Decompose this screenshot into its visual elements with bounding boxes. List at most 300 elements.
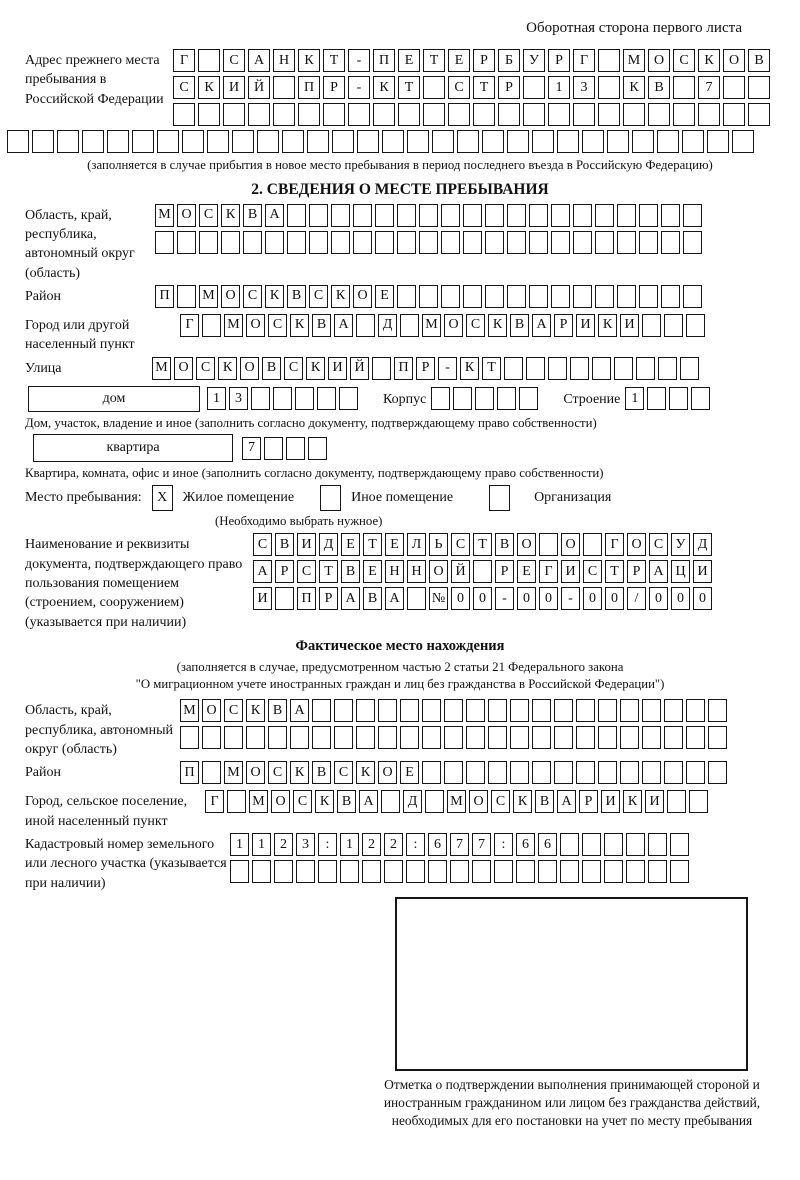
char-cell[interactable] xyxy=(498,103,520,126)
char-cell[interactable] xyxy=(682,130,704,153)
char-cell[interactable] xyxy=(332,130,354,153)
char-cell[interactable]: В xyxy=(262,357,281,380)
char-cell[interactable] xyxy=(485,285,504,308)
char-cell[interactable] xyxy=(548,357,567,380)
char-cell[interactable] xyxy=(407,130,429,153)
char-cell[interactable]: У xyxy=(671,533,690,556)
char-cell[interactable]: 6 xyxy=(516,833,535,856)
char-cell[interactable]: Т xyxy=(323,49,345,72)
char-cell[interactable] xyxy=(642,726,661,749)
char-cell[interactable] xyxy=(708,699,727,722)
char-cell[interactable] xyxy=(626,833,645,856)
char-cell[interactable]: И xyxy=(297,533,316,556)
oblast-row-1[interactable] xyxy=(155,204,705,227)
char-cell[interactable] xyxy=(381,790,400,813)
char-cell[interactable]: В xyxy=(312,761,331,784)
char-cell[interactable] xyxy=(264,437,283,460)
char-cell[interactable]: М xyxy=(224,761,243,784)
char-cell[interactable] xyxy=(670,833,689,856)
char-cell[interactable] xyxy=(620,699,639,722)
char-cell[interactable] xyxy=(473,103,495,126)
char-cell[interactable]: П xyxy=(297,587,316,610)
char-cell[interactable] xyxy=(488,726,507,749)
char-cell[interactable]: А xyxy=(532,314,551,337)
char-cell[interactable]: М xyxy=(155,204,174,227)
char-cell[interactable] xyxy=(598,76,620,99)
char-cell[interactable] xyxy=(457,130,479,153)
char-cell[interactable] xyxy=(557,130,579,153)
ulitsa-row[interactable] xyxy=(152,357,702,380)
char-cell[interactable]: Е xyxy=(400,761,419,784)
char-cell[interactable] xyxy=(686,699,705,722)
char-cell[interactable]: М xyxy=(224,314,243,337)
char-cell[interactable] xyxy=(323,103,345,126)
char-cell[interactable] xyxy=(670,860,689,883)
char-cell[interactable] xyxy=(356,726,375,749)
char-cell[interactable] xyxy=(598,726,617,749)
char-cell[interactable] xyxy=(309,231,328,254)
char-cell[interactable] xyxy=(309,204,328,227)
char-cell[interactable] xyxy=(661,231,680,254)
oblast2-row-1[interactable] xyxy=(180,699,730,722)
char-cell[interactable]: 1 xyxy=(548,76,570,99)
char-cell[interactable] xyxy=(251,387,270,410)
char-cell[interactable]: : xyxy=(494,833,513,856)
char-cell[interactable] xyxy=(504,357,523,380)
char-cell[interactable] xyxy=(626,860,645,883)
zhiloe-checkbox[interactable]: X xyxy=(152,485,173,511)
char-cell[interactable]: В xyxy=(363,587,382,610)
char-cell[interactable]: К xyxy=(513,790,532,813)
char-cell[interactable]: М xyxy=(249,790,268,813)
char-cell[interactable]: П xyxy=(155,285,174,308)
char-cell[interactable]: О xyxy=(221,285,240,308)
char-cell[interactable] xyxy=(177,231,196,254)
prev-address-row-1[interactable] xyxy=(173,49,773,72)
char-cell[interactable] xyxy=(317,387,336,410)
char-cell[interactable] xyxy=(667,790,686,813)
char-cell[interactable] xyxy=(554,699,573,722)
char-cell[interactable]: К xyxy=(698,49,720,72)
char-cell[interactable]: К xyxy=(623,76,645,99)
char-cell[interactable]: Р xyxy=(319,587,338,610)
char-cell[interactable]: А xyxy=(253,560,272,583)
char-cell[interactable] xyxy=(620,726,639,749)
char-cell[interactable] xyxy=(308,437,327,460)
char-cell[interactable] xyxy=(598,103,620,126)
char-cell[interactable]: В xyxy=(535,790,554,813)
char-cell[interactable]: С xyxy=(199,204,218,227)
char-cell[interactable] xyxy=(453,387,472,410)
char-cell[interactable]: И xyxy=(576,314,595,337)
char-cell[interactable]: Р xyxy=(323,76,345,99)
char-cell[interactable] xyxy=(224,726,243,749)
char-cell[interactable] xyxy=(199,231,218,254)
char-cell[interactable]: К xyxy=(265,285,284,308)
char-cell[interactable]: П xyxy=(180,761,199,784)
char-cell[interactable]: И xyxy=(223,76,245,99)
char-cell[interactable]: Г xyxy=(573,49,595,72)
char-cell[interactable] xyxy=(686,314,705,337)
char-cell[interactable]: Ь xyxy=(429,533,448,556)
char-cell[interactable] xyxy=(548,103,570,126)
char-cell[interactable] xyxy=(648,860,667,883)
char-cell[interactable]: - xyxy=(348,49,370,72)
char-cell[interactable]: К xyxy=(623,790,642,813)
char-cell[interactable]: В xyxy=(748,49,770,72)
char-cell[interactable]: 0 xyxy=(451,587,470,610)
char-cell[interactable] xyxy=(523,76,545,99)
char-cell[interactable]: В xyxy=(495,533,514,556)
char-cell[interactable] xyxy=(372,357,391,380)
char-cell[interactable] xyxy=(32,130,54,153)
char-cell[interactable]: И xyxy=(561,560,580,583)
char-cell[interactable] xyxy=(273,76,295,99)
char-cell[interactable] xyxy=(155,231,174,254)
char-cell[interactable] xyxy=(560,833,579,856)
char-cell[interactable] xyxy=(444,699,463,722)
char-cell[interactable]: 7 xyxy=(450,833,469,856)
char-cell[interactable] xyxy=(658,357,677,380)
char-cell[interactable] xyxy=(576,761,595,784)
char-cell[interactable] xyxy=(485,231,504,254)
char-cell[interactable] xyxy=(529,204,548,227)
char-cell[interactable] xyxy=(207,130,229,153)
char-cell[interactable]: Р xyxy=(495,560,514,583)
char-cell[interactable]: 2 xyxy=(384,833,403,856)
char-cell[interactable] xyxy=(529,231,548,254)
char-cell[interactable]: 0 xyxy=(539,587,558,610)
char-cell[interactable] xyxy=(529,285,548,308)
char-cell[interactable] xyxy=(519,387,538,410)
char-cell[interactable] xyxy=(551,204,570,227)
char-cell[interactable] xyxy=(466,761,485,784)
char-cell[interactable] xyxy=(532,699,551,722)
kadastr-row-1[interactable] xyxy=(230,833,692,856)
char-cell[interactable]: Л xyxy=(407,533,426,556)
char-cell[interactable] xyxy=(287,231,306,254)
char-cell[interactable]: В xyxy=(510,314,529,337)
char-cell[interactable]: О xyxy=(517,533,536,556)
char-cell[interactable]: А xyxy=(248,49,270,72)
char-cell[interactable] xyxy=(290,726,309,749)
char-cell[interactable]: С xyxy=(334,761,353,784)
char-cell[interactable] xyxy=(246,726,265,749)
char-cell[interactable] xyxy=(639,285,658,308)
char-cell[interactable] xyxy=(444,726,463,749)
gorod-row[interactable] xyxy=(180,314,708,337)
char-cell[interactable] xyxy=(510,761,529,784)
char-cell[interactable] xyxy=(466,699,485,722)
char-cell[interactable] xyxy=(177,285,196,308)
char-cell[interactable] xyxy=(298,103,320,126)
char-cell[interactable]: - xyxy=(438,357,457,380)
char-cell[interactable]: К xyxy=(373,76,395,99)
char-cell[interactable]: Г xyxy=(539,560,558,583)
char-cell[interactable]: Б xyxy=(498,49,520,72)
char-cell[interactable] xyxy=(698,103,720,126)
char-cell[interactable] xyxy=(419,204,438,227)
char-cell[interactable] xyxy=(648,833,667,856)
char-cell[interactable] xyxy=(334,726,353,749)
char-cell[interactable] xyxy=(673,76,695,99)
char-cell[interactable]: О xyxy=(202,699,221,722)
char-cell[interactable]: М xyxy=(199,285,218,308)
char-cell[interactable]: Т xyxy=(605,560,624,583)
char-cell[interactable] xyxy=(657,130,679,153)
char-cell[interactable] xyxy=(444,761,463,784)
char-cell[interactable]: В xyxy=(312,314,331,337)
char-cell[interactable] xyxy=(340,860,359,883)
char-cell[interactable]: О xyxy=(429,560,448,583)
char-cell[interactable] xyxy=(202,726,221,749)
char-cell[interactable] xyxy=(295,387,314,410)
char-cell[interactable]: 1 xyxy=(252,833,271,856)
char-cell[interactable]: 0 xyxy=(473,587,492,610)
char-cell[interactable] xyxy=(598,761,617,784)
char-cell[interactable]: А xyxy=(341,587,360,610)
char-cell[interactable] xyxy=(441,204,460,227)
char-cell[interactable] xyxy=(180,726,199,749)
char-cell[interactable] xyxy=(748,103,770,126)
char-cell[interactable]: А xyxy=(334,314,353,337)
char-cell[interactable]: С xyxy=(451,533,470,556)
char-cell[interactable] xyxy=(592,357,611,380)
stroenie-row[interactable] xyxy=(625,387,713,410)
char-cell[interactable]: С xyxy=(649,533,668,556)
char-cell[interactable] xyxy=(664,314,683,337)
char-cell[interactable] xyxy=(132,130,154,153)
char-cell[interactable]: М xyxy=(180,699,199,722)
char-cell[interactable]: К xyxy=(331,285,350,308)
char-cell[interactable] xyxy=(485,204,504,227)
char-cell[interactable]: К xyxy=(290,761,309,784)
char-cell[interactable] xyxy=(494,860,513,883)
char-cell[interactable] xyxy=(673,103,695,126)
char-cell[interactable]: П xyxy=(394,357,413,380)
char-cell[interactable] xyxy=(441,285,460,308)
char-cell[interactable] xyxy=(576,726,595,749)
char-cell[interactable] xyxy=(748,76,770,99)
char-cell[interactable] xyxy=(708,761,727,784)
char-cell[interactable]: Г xyxy=(173,49,195,72)
char-cell[interactable] xyxy=(221,231,240,254)
char-cell[interactable] xyxy=(617,285,636,308)
char-cell[interactable] xyxy=(331,231,350,254)
char-cell[interactable] xyxy=(397,231,416,254)
char-cell[interactable]: О xyxy=(378,761,397,784)
char-cell[interactable]: Р xyxy=(554,314,573,337)
char-cell[interactable]: Т xyxy=(319,560,338,583)
oblast-row-2[interactable] xyxy=(155,231,705,254)
char-cell[interactable] xyxy=(406,860,425,883)
char-cell[interactable]: - xyxy=(495,587,514,610)
char-cell[interactable] xyxy=(296,860,315,883)
char-cell[interactable] xyxy=(686,761,705,784)
char-cell[interactable] xyxy=(598,699,617,722)
char-cell[interactable]: С xyxy=(297,560,316,583)
char-cell[interactable]: 6 xyxy=(428,833,447,856)
char-cell[interactable]: О xyxy=(561,533,580,556)
char-cell[interactable] xyxy=(307,130,329,153)
char-cell[interactable] xyxy=(7,130,29,153)
char-cell[interactable] xyxy=(422,699,441,722)
char-cell[interactable] xyxy=(422,761,441,784)
char-cell[interactable] xyxy=(497,387,516,410)
char-cell[interactable]: С xyxy=(268,761,287,784)
char-cell[interactable]: И xyxy=(253,587,272,610)
char-cell[interactable]: 0 xyxy=(605,587,624,610)
char-cell[interactable] xyxy=(173,103,195,126)
char-cell[interactable]: С xyxy=(196,357,215,380)
char-cell[interactable] xyxy=(400,314,419,337)
char-cell[interactable] xyxy=(373,103,395,126)
char-cell[interactable] xyxy=(473,560,492,583)
prev-address-row-3[interactable] xyxy=(173,103,773,126)
char-cell[interactable] xyxy=(636,357,655,380)
kadastr-row-2[interactable] xyxy=(230,860,692,883)
char-cell[interactable]: С xyxy=(293,790,312,813)
char-cell[interactable] xyxy=(516,860,535,883)
char-cell[interactable] xyxy=(664,726,683,749)
char-cell[interactable]: К xyxy=(298,49,320,72)
char-cell[interactable] xyxy=(375,231,394,254)
char-cell[interactable]: О xyxy=(648,49,670,72)
char-cell[interactable]: : xyxy=(318,833,337,856)
char-cell[interactable]: Т xyxy=(482,357,501,380)
char-cell[interactable] xyxy=(397,285,416,308)
char-cell[interactable]: 2 xyxy=(274,833,293,856)
char-cell[interactable] xyxy=(620,761,639,784)
kvartira-row[interactable] xyxy=(242,437,330,460)
char-cell[interactable] xyxy=(551,231,570,254)
char-cell[interactable] xyxy=(623,103,645,126)
char-cell[interactable]: В xyxy=(337,790,356,813)
char-cell[interactable]: О xyxy=(240,357,259,380)
char-cell[interactable]: С xyxy=(309,285,328,308)
char-cell[interactable] xyxy=(82,130,104,153)
char-cell[interactable] xyxy=(463,204,482,227)
char-cell[interactable] xyxy=(202,314,221,337)
char-cell[interactable]: К xyxy=(218,357,237,380)
char-cell[interactable]: Р xyxy=(473,49,495,72)
char-cell[interactable]: В xyxy=(243,204,262,227)
char-cell[interactable] xyxy=(617,231,636,254)
char-cell[interactable] xyxy=(202,761,221,784)
char-cell[interactable]: 0 xyxy=(693,587,712,610)
char-cell[interactable]: 1 xyxy=(625,387,644,410)
char-cell[interactable]: С xyxy=(253,533,272,556)
char-cell[interactable]: 1 xyxy=(207,387,226,410)
char-cell[interactable] xyxy=(639,231,658,254)
char-cell[interactable] xyxy=(378,699,397,722)
char-cell[interactable] xyxy=(339,387,358,410)
char-cell[interactable]: И xyxy=(645,790,664,813)
char-cell[interactable]: С xyxy=(224,699,243,722)
char-cell[interactable]: Д xyxy=(378,314,397,337)
char-cell[interactable]: О xyxy=(353,285,372,308)
char-cell[interactable]: 0 xyxy=(517,587,536,610)
char-cell[interactable] xyxy=(614,357,633,380)
char-cell[interactable] xyxy=(723,76,745,99)
char-cell[interactable] xyxy=(362,860,381,883)
char-cell[interactable]: К xyxy=(306,357,325,380)
char-cell[interactable] xyxy=(723,103,745,126)
char-cell[interactable] xyxy=(384,860,403,883)
prev-address-row-4[interactable] xyxy=(7,130,800,153)
char-cell[interactable] xyxy=(422,726,441,749)
char-cell[interactable] xyxy=(661,285,680,308)
char-cell[interactable]: Й xyxy=(248,76,270,99)
char-cell[interactable] xyxy=(463,285,482,308)
gorod2-row[interactable] xyxy=(205,790,711,813)
char-cell[interactable] xyxy=(331,204,350,227)
char-cell[interactable]: Н xyxy=(407,560,426,583)
char-cell[interactable]: Д xyxy=(693,533,712,556)
char-cell[interactable]: 7 xyxy=(698,76,720,99)
char-cell[interactable]: М xyxy=(447,790,466,813)
char-cell[interactable]: К xyxy=(356,761,375,784)
char-cell[interactable]: А xyxy=(649,560,668,583)
char-cell[interactable] xyxy=(157,130,179,153)
char-cell[interactable] xyxy=(318,860,337,883)
char-cell[interactable]: Й xyxy=(451,560,470,583)
char-cell[interactable] xyxy=(607,130,629,153)
char-cell[interactable] xyxy=(507,130,529,153)
char-cell[interactable] xyxy=(526,357,545,380)
char-cell[interactable] xyxy=(353,231,372,254)
char-cell[interactable] xyxy=(507,204,526,227)
char-cell[interactable] xyxy=(595,204,614,227)
raion-row[interactable] xyxy=(155,285,705,308)
char-cell[interactable] xyxy=(252,860,271,883)
char-cell[interactable]: Д xyxy=(403,790,422,813)
char-cell[interactable] xyxy=(273,103,295,126)
char-cell[interactable]: К xyxy=(315,790,334,813)
prev-address-row-2[interactable] xyxy=(173,76,773,99)
char-cell[interactable] xyxy=(450,860,469,883)
char-cell[interactable]: О xyxy=(246,314,265,337)
char-cell[interactable] xyxy=(583,533,602,556)
char-cell[interactable]: К xyxy=(221,204,240,227)
char-cell[interactable] xyxy=(232,130,254,153)
char-cell[interactable]: К xyxy=(598,314,617,337)
inoe-checkbox[interactable] xyxy=(320,485,341,511)
char-cell[interactable]: Т xyxy=(473,533,492,556)
char-cell[interactable] xyxy=(182,130,204,153)
char-cell[interactable]: В xyxy=(275,533,294,556)
org-checkbox[interactable] xyxy=(489,485,510,511)
char-cell[interactable] xyxy=(532,726,551,749)
char-cell[interactable]: 7 xyxy=(472,833,491,856)
char-cell[interactable]: Н xyxy=(385,560,404,583)
char-cell[interactable]: Т xyxy=(473,76,495,99)
char-cell[interactable] xyxy=(647,387,666,410)
char-cell[interactable]: О xyxy=(444,314,463,337)
char-cell[interactable] xyxy=(423,103,445,126)
char-cell[interactable] xyxy=(398,103,420,126)
char-cell[interactable]: Р xyxy=(548,49,570,72)
char-cell[interactable] xyxy=(632,130,654,153)
char-cell[interactable] xyxy=(198,103,220,126)
char-cell[interactable] xyxy=(669,387,688,410)
char-cell[interactable]: И xyxy=(328,357,347,380)
char-cell[interactable]: О xyxy=(246,761,265,784)
char-cell[interactable]: В xyxy=(648,76,670,99)
char-cell[interactable] xyxy=(348,103,370,126)
char-cell[interactable]: Д xyxy=(319,533,338,556)
char-cell[interactable] xyxy=(248,103,270,126)
